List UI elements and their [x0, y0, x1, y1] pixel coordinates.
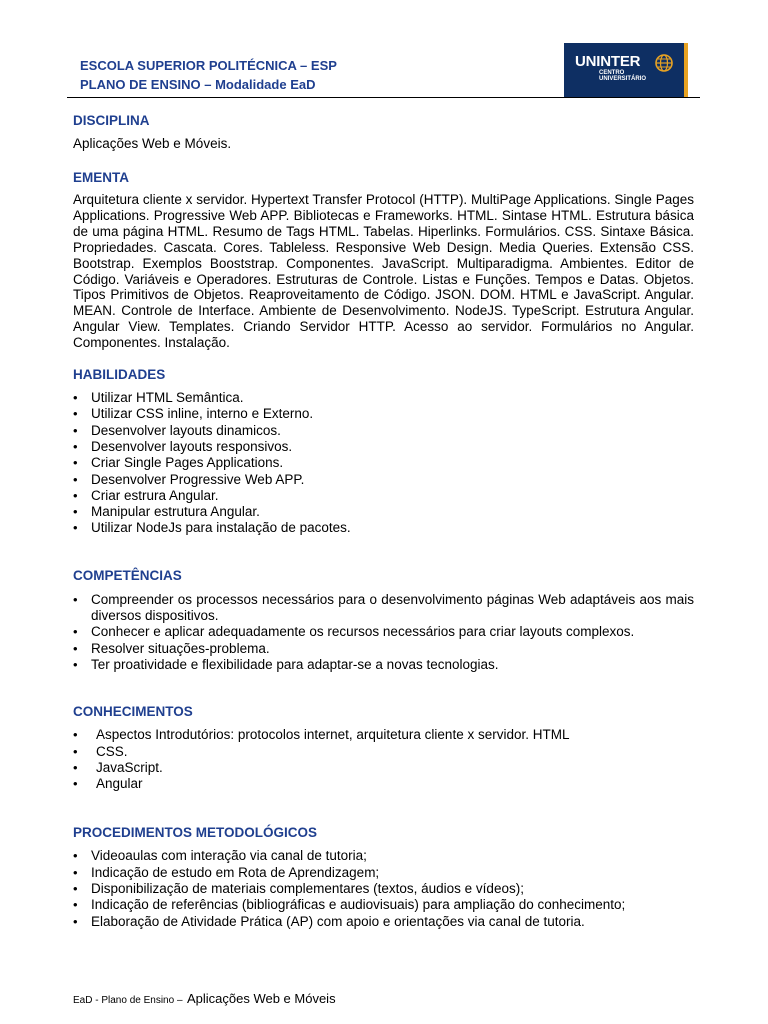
list-item: • Desenvolver Progressive Web APP.	[73, 472, 694, 488]
section-heading: PROCEDIMENTOS METODOLÓGICOS	[73, 825, 318, 841]
document-header	[80, 56, 337, 94]
methods-list	[73, 848, 694, 929]
header-divider	[67, 97, 700, 98]
section-heading: COMPETÊNCIAS	[73, 567, 182, 583]
list-item: • Disponibilização de materiais complementares (textos, áudios e vídeos);	[73, 881, 694, 897]
list-item: • Compreender os processos necessários para o desenvolvimento páginas Web adaptáveis aos mais diversos dispositivos.	[73, 592, 694, 625]
list-item: • Desenvolver layouts responsivos.	[73, 439, 694, 455]
competencies-list	[73, 592, 694, 673]
list-item: • Criar estrura Angular.	[73, 488, 694, 504]
list-item: • Utilizar NodeJs para instalação de pacotes.	[73, 520, 694, 536]
logo-subtext-line2: UNIVERSITÁRIO	[599, 76, 647, 82]
logo-subtext	[599, 70, 646, 82]
section-text: Arquitetura cliente x servidor. Hypertext Transfer Protocol (HTTP). MultiPage Applications. Single Pages Applications. Progressive Web APP. Bibliotecas e Frameworks. HTML. Sintase HTML. Estrutura básica de uma página HTML. Resumo de Tags HTML. Tabelas. Hiperlinks. Formulários. CSS. Sintaxe Básica. Propriedades. Cascata. Cores. Tableless. Responsive Web Design. Media Queries. Extensão CSS. Bootstrap. Exemplos Booststrap. Componentes. JavaScript. Multiparadigma. Ambientes. Editor de Código. Variáveis e Operadores. Estruturas de Controle. Listas e Funções. Tempos e Datas. Objetos. Tipos Primitivos de Objetos. Reaproveitamento de Código. JSON. DOM. HTML e JavaScript. Angular. MEAN. Controle de Interface. Ambiente de Desenvolvimento. NodeJS. TypeScript. Estrutura Angular. Angular View. Templates. Criando Servidor HTTP. Acesso ao servidor. Formulários no Angular. Componentes. Instalação.	[73, 192, 694, 351]
list-item: • Ter proatividade e flexibilidade para adaptar-se a novas tecnologias.	[73, 657, 694, 673]
logo-brand-text: UNINTER	[575, 53, 641, 70]
document-body	[73, 112, 694, 930]
list-item: • Utilizar CSS inline, interno e Externo.	[73, 406, 694, 422]
section-heading: DISCIPLINA	[73, 113, 150, 128]
uninter-logo	[564, 43, 688, 97]
list-item: • Manipular estrutura Angular.	[73, 504, 694, 520]
list-item: • JavaScript.	[73, 760, 694, 776]
list-item: • Elaboração de Atividade Prática (AP) com apoio e orientações via canal de tutoria.	[73, 914, 694, 930]
list-item: • CSS.	[73, 744, 694, 760]
knowledge-list	[73, 727, 694, 792]
list-item: • Angular	[73, 776, 694, 792]
section-text: Aplicações Web e Móveis.	[73, 136, 232, 151]
logo-accent-stripe	[684, 43, 688, 97]
footer-title: Aplicações Web e Móveis	[186, 991, 336, 1006]
list-item: • Aspectos Introdutórios: protocolos internet, arquitetura cliente x servidor. HTML	[73, 727, 694, 743]
globe-icon	[653, 52, 675, 74]
section-heading: EMENTA	[73, 170, 129, 185]
list-item: • Indicação de estudo em Rota de Aprendizagem;	[73, 865, 694, 881]
section-procedimentos	[73, 824, 694, 929]
list-item: • Conhecer e aplicar adequadamente os recursos necessários para criar layouts complexos.	[73, 624, 694, 640]
list-item: • Indicação de referências (bibliográficas e audiovisuais) para ampliação do conhecimento;	[73, 897, 694, 913]
list-item: • Resolver situações-problema.	[73, 641, 694, 657]
list-item: • Desenvolver layouts dinamicos.	[73, 423, 694, 439]
section-heading: HABILIDADES	[73, 367, 166, 383]
section-conhecimentos	[73, 703, 694, 792]
list-item: • Criar Single Pages Applications.	[73, 455, 694, 471]
institution-name: ESCOLA SUPERIOR POLITÉCNICA – ESP	[80, 58, 337, 73]
section-competencias	[73, 567, 694, 673]
logo-subtext-line1: CENTRO	[599, 70, 625, 76]
footer-prefix: EaD - Plano de Ensino –	[73, 995, 183, 1006]
section-heading: CONHECIMENTOS	[73, 704, 193, 720]
skills-list	[73, 390, 694, 537]
section-habilidades	[73, 366, 694, 537]
section-disciplina	[73, 112, 694, 152]
plan-subtitle: PLANO DE ENSINO – Modalidade EaD	[80, 77, 316, 92]
page-footer	[73, 990, 336, 1008]
list-item: • Videoaulas com interação via canal de tutoria;	[73, 848, 694, 864]
list-item: • Utilizar HTML Semântica.	[73, 390, 694, 406]
section-ementa	[73, 169, 694, 351]
